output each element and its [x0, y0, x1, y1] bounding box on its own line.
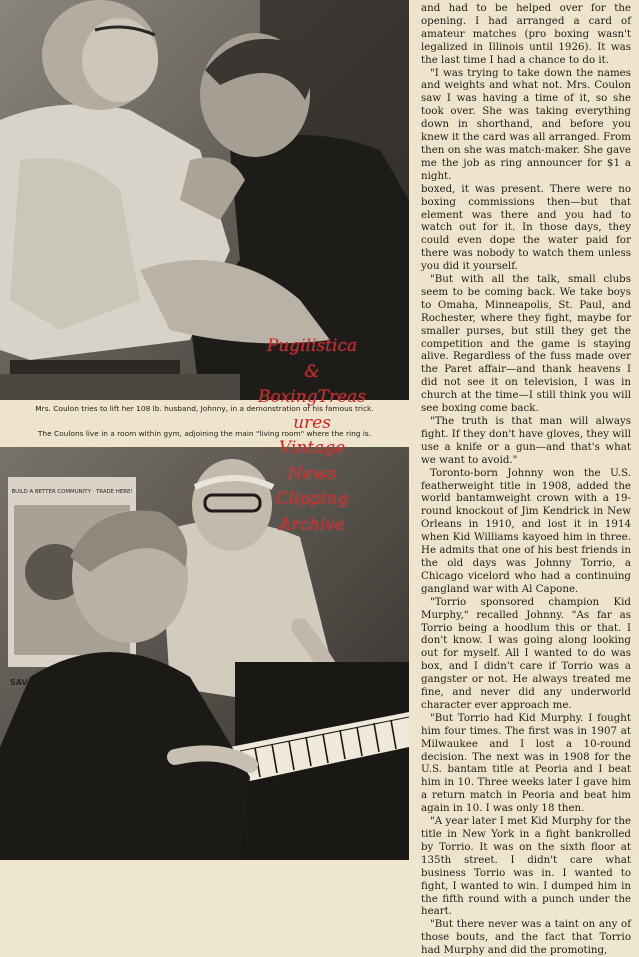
article-paragraph: Toronto-born Johnny won the U.S. featherweight title in 1908, added the world bantamweight crown with a 19-round knockout of Jim Kendrick in New Orleans in 1910, and lost it in 1914 when Kid Williams kayoed him in three. He admits that one of his best friends in the old days was Johnny Torrio, a Chicago vicelord who had a continuing gangland war with Al Capone.: [421, 466, 631, 595]
watermark-line: BoxingTreas: [258, 387, 366, 407]
watermark-line: Pugilistica: [266, 336, 358, 356]
article-paragraph: "But there never was a taint on any of those bouts, and the fact that Torrio had Murphy and did the promoting,: [421, 918, 631, 957]
article-paragraph: "I was trying to take down the names and weights and what not. Mrs. Coulon saw I was having a time of it, so she took over. She was taking everything down in shorthand, and before you knew it the card was all arranged. From then on she was match-maker. She gave me the job as ring announcer for $1 a night.: [421, 66, 631, 182]
article-paragraph: "But Torrio had Kid Murphy. I fought him four times. The first was in 1907 at Milwaukee and I lost a 10-round decision. The next was in 1908 for the U.S. bantam title at Peoria and I beat him in 10. Three weeks later I gave him a return match in Peoria and beat him again in 10. I was only 18 then.: [421, 711, 631, 815]
watermark-line: ures: [293, 412, 331, 433]
watermark-line: Clipping: [275, 489, 349, 509]
article-paragraph: "But with all the talk, small clubs seem to be coming back. We take boys to Omaha, Minneapolis, St. Paul, and Rochester, where they fight, maybe for smaller purses, but still they get the competition and the game is staying alive. Regardless of the fuss made over the Paret affair—and thank heavens I did not see it on television, I was in church at the time—I still think you will see boxing come back.: [421, 273, 631, 415]
article-paragraph: "A year later I met Kid Murphy for the title in New York in a fight bankrolled by Torrio. It was on the sixth floor at 135th street. I didn't care what business Torrio was in. I wanted to fight, I wanted to win. I dumped him in the fifth round with a punch under the heart.: [421, 815, 631, 918]
article-paragraph: and had to be helped over for the opening. I had arranged a card of amateur matches (pro boxing wasn't legalized in Illinois until 1926). It was the last time I had a chance to do it.: [421, 2, 631, 66]
watermark-line: Vintage: [278, 438, 346, 458]
poster-fragment: SAV: [10, 678, 28, 687]
article-paragraph: "Torrio sponsored champion Kid Murphy," recalled Johnny. "As far as Torrio being a hoodlum this or that. I don't know. I was going along looking out for myself. All I wanted to do was box, and I didn't care if Torrio was a gangster or not. He always treated me fine, and never did any underworld character ever approach me.: [421, 595, 631, 711]
watermark-line: News: [287, 463, 337, 484]
article-column: [421, 2, 631, 957]
article-paragraph: "The truth is that man will always fight. If they don't have gloves, they will use a knife or a gun—and that's what we want to avoid.": [421, 415, 631, 466]
watermark-line: &: [304, 361, 320, 382]
caption-top: Mrs. Coulon tries to lift her 108 lb. husband, Johnny, in a demonstration of his famous trick.: [35, 404, 374, 413]
poster-headline: BUILD A BETTER COMMUNITY · TRADE HERE!: [11, 489, 133, 495]
caption-bottom: The Coulons live in a room within gym, adjoining the main "living room" where the ring is.: [37, 429, 372, 438]
article-paragraph: boxed, it was present. There were no boxing commissions then—but that element was there and you had to watch out for it. In those days, they could even dope the water paid for there was nobody to watch them unless you did it yourself.: [421, 182, 631, 273]
archive-watermark: [232, 334, 392, 538]
watermark-line: Archive: [279, 514, 345, 535]
